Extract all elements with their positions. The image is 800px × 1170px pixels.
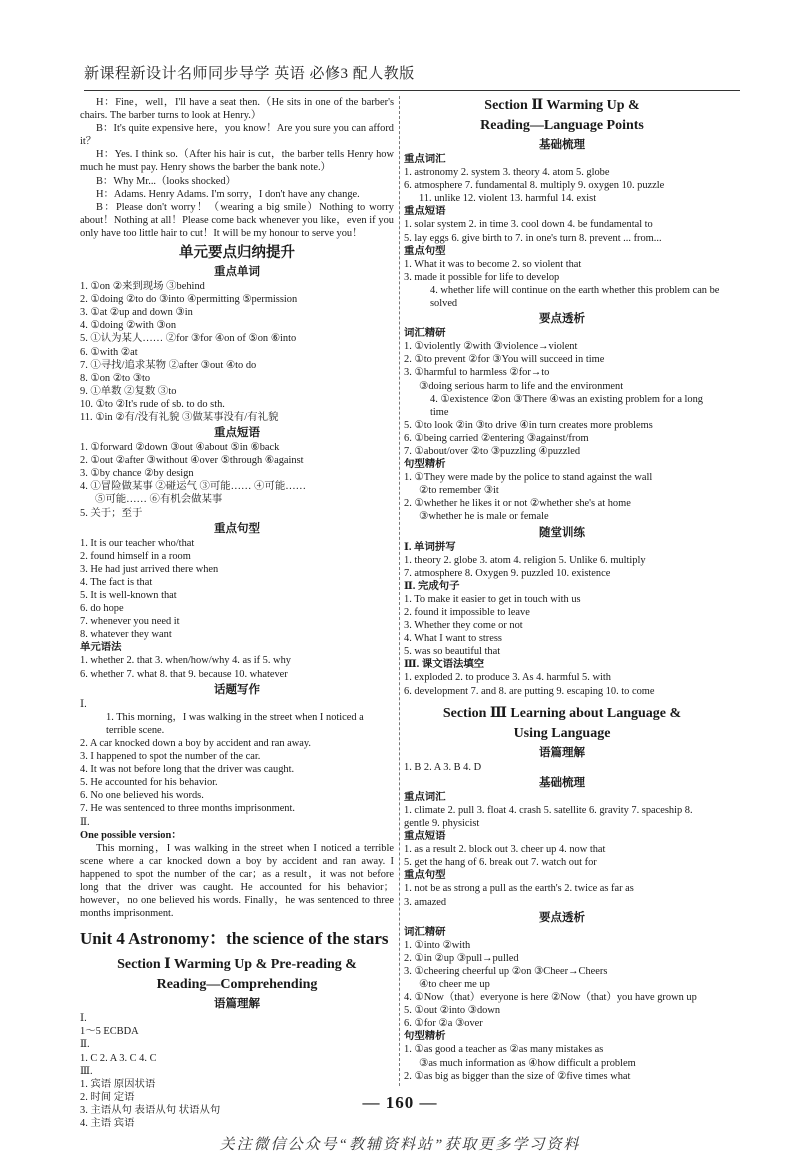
- answer-line: 11. unlike 12. violent 13. harmful 14. exist: [419, 193, 597, 205]
- writing-line: 7. He was sentenced to three months imprisonment.: [80, 803, 295, 815]
- roman-label: Ⅰ.: [80, 698, 87, 710]
- dialogue-line: B：Why Mr...（looks shocked）: [96, 175, 236, 187]
- dialogue-line: H：Yes. I think so.（After his hair is cut，the barber tells Henry how much he must pay. Henry shows the barber the bank note.）: [80, 149, 394, 174]
- phrase-label: 重点短语: [404, 831, 446, 843]
- answer-line: Ⅲ.: [80, 1065, 93, 1077]
- section-title: Section Ⅱ Warming Up &: [484, 98, 640, 113]
- key-words-heading: 重点单词: [214, 266, 260, 279]
- answer-line: 6. ①with ②at: [80, 346, 138, 358]
- left-column: [80, 96, 394, 1130]
- section-title: Section Ⅰ Warming Up & Pre-reading &: [117, 957, 357, 973]
- answer-line: 5. 关于；至于: [80, 507, 143, 519]
- answer-line: 1. ①They were made by the police to stand against the wall: [404, 472, 653, 484]
- answer-line: ③doing serious harm to life and the environment: [419, 380, 624, 392]
- answer-line: 5. lay eggs 6. give birth to 7. in one's turn 8. prevent ... from...: [404, 232, 662, 244]
- section-title: Section Ⅲ Learning about Language &: [442, 705, 682, 721]
- unit-summary-title: 单元要点归纳提升: [179, 245, 295, 262]
- page-number: — 160 —: [362, 1093, 438, 1112]
- answer-line: 1. C 2. A 3. C 4. C: [80, 1052, 157, 1064]
- phrase-label: 重点短语: [404, 206, 446, 218]
- roman-label: Ⅱ.: [80, 816, 90, 828]
- unit-title: Unit 4 Astronomy：the science of the stars: [80, 929, 389, 949]
- answer-line: 6. whether 7. what 8. that 9. because 10. whatever: [80, 668, 288, 680]
- answer-line: 6. development 7. and 8. are putting 9. escaping 10. to come: [404, 685, 655, 697]
- answer-line: Ⅱ.: [80, 1039, 90, 1051]
- answer-line: 11. ①in ②有/没有礼貌 ③做某事没有/有礼貌: [80, 411, 279, 423]
- answer-line: 5. was so beautiful that: [404, 646, 501, 658]
- answer-line: 2. ①as big as bigger than the size of ②five times what: [404, 1070, 631, 1082]
- answer-line: 5. ①out ②into ③down: [404, 1005, 501, 1017]
- answer-line: 4. ①冒险做某事 ②碰运气 ③可能…… ④可能……: [80, 481, 306, 493]
- answer-line: 3. He had just arrived there when: [80, 563, 219, 575]
- vocab-label: 重点词汇: [404, 154, 446, 165]
- answer-line: 4. The fact is that: [80, 576, 153, 588]
- answer-line: 4. ①Now（that）everyone is here ②Now（that）you have grown up: [404, 992, 697, 1004]
- answer-line: 2. found himself in a room: [80, 550, 191, 562]
- answer-line: 4. ①doing ②with ③on: [80, 320, 177, 332]
- answer-line: 3. amazed: [404, 896, 447, 908]
- topic-writing-heading: 话题写作: [214, 683, 260, 696]
- answer-line: 4. ①existence ②on ③There ④was an existing problem for a long time: [430, 393, 703, 418]
- answer-line: 9. ①单数 ②复数 ③to: [80, 385, 177, 397]
- answer-line: 1. theory 2. globe 3. atom 4. religion 5. Unlike 6. multiply: [404, 554, 646, 566]
- answer-line: 2. found it impossible to leave: [404, 607, 530, 618]
- basics-heading: 基础梳理: [539, 139, 585, 151]
- complete-label: Ⅱ. 完成句子: [404, 580, 460, 592]
- answer-line: 5. ①认为某人…… ②for ③for ④on of ⑤on ⑥into: [80, 333, 297, 345]
- header-title: 新课程新设计名师同步导学 英语 必修3 配人教版: [84, 66, 415, 82]
- answer-line: 4. What I want to stress: [404, 633, 502, 645]
- vocab-label: 重点词汇: [404, 791, 446, 803]
- possible-version-label: One possible version：: [80, 829, 182, 841]
- answer-line: 8. whatever they want: [80, 629, 172, 641]
- answer-line: 1. whether 2. that 3. when/how/why 4. as if 5. why: [80, 655, 291, 667]
- answer-line: 2. ①out ②after ③without ④over ⑤through ⑥against: [80, 455, 304, 467]
- answer-line: 6. ①being carried ②entering ③against/from: [404, 432, 589, 444]
- pattern-label: 重点句型: [404, 870, 446, 882]
- answer-line: 1. as a result 2. block out 3. cheer up 4. now that: [404, 844, 606, 856]
- key-sentences-heading: 重点句型: [214, 522, 260, 535]
- answer-line: 1. ①on ②来到现场 ③behind: [80, 281, 205, 293]
- answer-line: 1. To make it easier to get in touch with us: [404, 593, 581, 605]
- answer-line: ②to remember ③it: [419, 485, 499, 497]
- section-title: Reading—Comprehending: [156, 977, 318, 993]
- answer-line: 3. Whether they come or not: [404, 620, 523, 632]
- answer-line: 7. atmosphere 8. Oxygen 9. puzzled 10. existence: [404, 567, 611, 579]
- dialogue-line: B：Please don't worry！（wearing a big smile）Nothing to worry about！Nothing at all！Please come back whenever you like，even if you only have too little hair to cut！It will be my honour to serve you！: [80, 201, 394, 239]
- sentence-study-label: 句型精析: [404, 1031, 446, 1043]
- answer-line: ③whether he is male or female: [419, 511, 549, 523]
- answer-line: 1. What it was to become 2. so violent that: [404, 258, 582, 270]
- answer-line: 3. ①by chance ②by design: [80, 468, 194, 480]
- writing-line: 6. No one believed his words.: [80, 790, 204, 802]
- answer-line: 5. get the hang of 6. break out 7. watch out for: [404, 857, 597, 869]
- answer-line: 5. It is well-known that: [80, 590, 177, 601]
- answer-line: 1. astronomy 2. system 3. theory 4. atom 5. globe: [404, 167, 610, 179]
- answer-line: 10. ①to ②It's rude of sb. to do sth.: [80, 398, 225, 410]
- grammar-fill-label: Ⅲ. 课文语法填空: [404, 659, 485, 671]
- writing-line: 2. A car knocked down a boy by accident and ran away.: [80, 737, 312, 749]
- possible-version-text: This morning，I was walking in the street when I noticed a terrible scene where a car knocked down a boy by accident and ran away. I happened to spot the number of the car；as a result，it was not before long that the driver was caught. He accounted for his behavior；however，no one believed his words. Finally，he was sentenced to three months imprisonment.: [80, 842, 394, 920]
- answer-line: 6. atmosphere 7. fundamental 8. multiply 9. oxygen 10. puzzle: [404, 180, 665, 192]
- answer-line: 2. ①in ②up ③pull→pulled: [404, 952, 519, 964]
- answer-line: 2. ①whether he likes it or not ②whether she's at home: [404, 498, 631, 510]
- reading-heading: 语篇理解: [214, 998, 260, 1011]
- page-header: [84, 62, 740, 91]
- answer-line: ④to cheer me up: [419, 978, 490, 990]
- answer-line: 8. ①on ②to ③to: [80, 372, 151, 384]
- answer-line: ⑤可能…… ⑥有机会做某事: [95, 494, 223, 506]
- footer-note: 关注微信公众号“教辅资料站”获取更多学习资料: [219, 1137, 581, 1153]
- answer-line: 3. ①at ②up and down ③in: [80, 307, 193, 319]
- answer-line: 1. climate 2. pull 3. float 4. crash 5. satellite 6. gravity 7. spaceship 8. gentle 9. physicist: [404, 804, 693, 829]
- answer-line: 7. ①about/over ②to ③puzzling ④puzzled: [404, 445, 581, 457]
- writing-line: 3. I happened to spot the number of the car.: [80, 751, 261, 763]
- answer-line: 3. ①harmful to harmless ②for→to: [404, 367, 550, 379]
- answer-line: 1. ①violently ②with ③violence→violent: [404, 341, 578, 353]
- right-column: [404, 96, 720, 1083]
- answer-line: 1. not be as strong a pull as the earth's 2. twice as far as: [404, 883, 634, 895]
- vocab-study-label: 词汇精研: [404, 926, 446, 938]
- writing-line: 1. This morning，I was walking in the street when I noticed a terrible scene.: [106, 711, 364, 736]
- answer-line: 3. 主语从句 表语从句 状语从句: [80, 1104, 221, 1116]
- section-title: Reading—Language Points: [480, 118, 644, 133]
- practice-heading: 随堂训练: [539, 526, 585, 539]
- answer-line: 4. 主语 宾语: [80, 1118, 135, 1129]
- spelling-label: Ⅰ. 单词拼写: [404, 541, 456, 553]
- answer-line: 1. It is our teacher who/that: [80, 537, 195, 549]
- answer-line: 6. do hope: [80, 603, 124, 615]
- answer-line: 4. whether life will continue on the earth whether this problem can be solved: [430, 284, 720, 310]
- answer-line: Ⅰ.: [80, 1013, 87, 1025]
- answer-line: 7. whenever you need it: [80, 616, 180, 628]
- reading-heading: 语篇理解: [539, 746, 585, 759]
- answer-line: 2. ①to prevent ②for ③You will succeed in time: [404, 354, 605, 366]
- points-heading: 要点透析: [539, 911, 585, 924]
- dialogue-line: B：It's quite expensive here，you know！Are you sure you can afford it？: [80, 123, 394, 148]
- answer-line: 1. ①into ②with: [404, 939, 471, 951]
- answer-line: 1. ①as good a teacher as ②as many mistakes as: [404, 1044, 604, 1056]
- vocab-study-label: 词汇精研: [404, 328, 446, 340]
- answer-line: 3. ①cheering cheerful up ②on ③Cheer→Cheers: [404, 965, 608, 977]
- section-title: Using Language: [513, 725, 611, 741]
- answer-line: ③as much information as ④how difficult a problem: [419, 1057, 636, 1069]
- answer-line: 1. B 2. A 3. B 4. D: [404, 761, 482, 773]
- answer-line: 1. 宾语 原因状语: [80, 1078, 156, 1090]
- answer-line: 5. ①to look ②in ③to drive ④in turn creates more problems: [404, 419, 653, 431]
- writing-line: 4. It was not before long that the driver was caught.: [80, 764, 295, 776]
- answer-line: 6. ①for ②a ③over: [404, 1018, 483, 1030]
- answer-line: 1～5 ECBDA: [80, 1026, 139, 1038]
- answer-line: 1. solar system 2. in time 3. cool down 4. be fundamental to: [404, 219, 653, 231]
- answer-line: 1. ①forward ②down ③out ④about ⑤in ⑥back: [80, 442, 280, 454]
- pattern-label: 重点句型: [404, 245, 446, 257]
- dialogue-line: H：Adams. Henry Adams. I'm sorry，I don't have any change.: [96, 188, 360, 200]
- dialogue-line: H：Fine，well，I'll have a seat then.（He sits in one of the barber's chairs. The barber turns to look at Henry.）: [80, 97, 394, 122]
- answer-line: 1. exploded 2. to produce 3. As 4. harmful 5. with: [404, 672, 611, 684]
- points-heading: 要点透析: [539, 313, 585, 326]
- sentence-study-label: 句型精析: [404, 459, 446, 471]
- answer-line: 2. ①doing ②to do ③into ④permitting ⑤permission: [80, 294, 298, 306]
- answer-line: 3. made it possible for life to develop: [404, 271, 560, 283]
- column-divider: [399, 96, 400, 1086]
- answer-line: 2. 时间 定语: [80, 1091, 135, 1103]
- key-phrases-heading: 重点短语: [214, 427, 260, 440]
- answer-line: 7. ①寻找/追求某物 ②after ③out ④to do: [80, 359, 257, 371]
- writing-line: 5. He accounted for his behavior.: [80, 777, 218, 789]
- basics-heading: 基础梳理: [539, 776, 585, 789]
- grammar-heading: 单元语法: [80, 642, 122, 654]
